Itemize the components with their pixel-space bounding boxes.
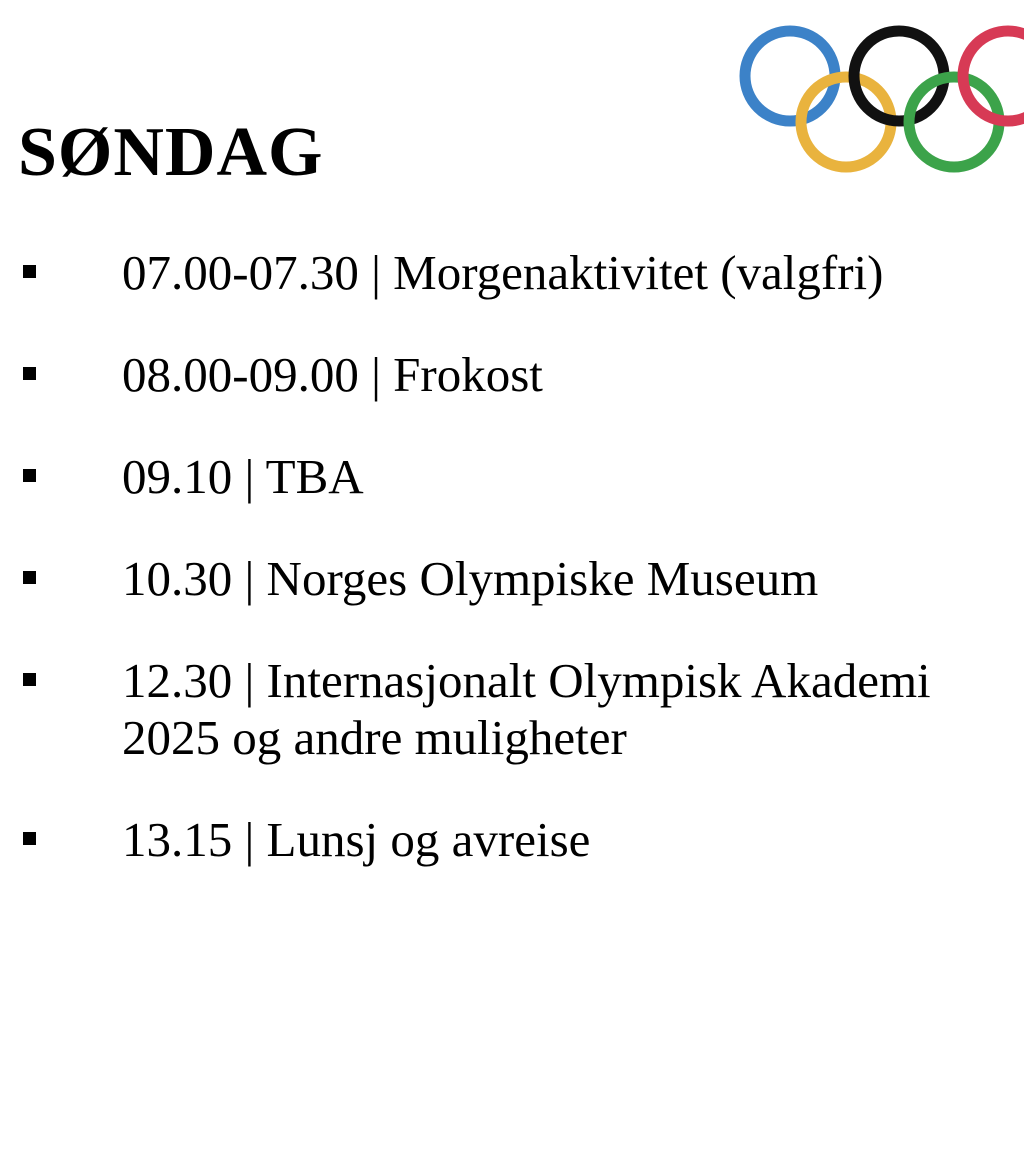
list-item-text: 10.30 | Norges Olympiske Museum (122, 551, 819, 606)
list-item-text: 13.15 | Lunsj og avreise (122, 812, 591, 867)
list-item (0, 652, 1024, 766)
blue-ring-icon (745, 31, 835, 121)
list-item-text: 12.30 | Internasjonalt Olympisk Akademi 2025 og andre muligheter (122, 653, 931, 765)
square-bullet-icon (23, 469, 36, 482)
list-item-text: 07.00-07.30 | Morgenaktivitet (valgfri) (122, 245, 884, 300)
list-item (0, 346, 1024, 403)
list-item (0, 448, 1024, 505)
square-bullet-icon (23, 673, 36, 686)
schedule-list (0, 244, 1024, 913)
square-bullet-icon (23, 367, 36, 380)
black-ring-icon (854, 31, 944, 121)
list-item-text: 08.00-09.00 | Frokost (122, 347, 543, 402)
list-item-text: 09.10 | TBA (122, 449, 364, 504)
list-item (0, 811, 1024, 868)
list-item (0, 550, 1024, 607)
square-bullet-icon (23, 832, 36, 845)
list-item (0, 244, 1024, 301)
slide-title: SØNDAG (18, 114, 324, 191)
yellow-ring-icon (801, 77, 891, 167)
olympic-rings-logo (736, 18, 1024, 178)
square-bullet-icon (23, 571, 36, 584)
square-bullet-icon (23, 265, 36, 278)
green-ring-icon (909, 77, 999, 167)
